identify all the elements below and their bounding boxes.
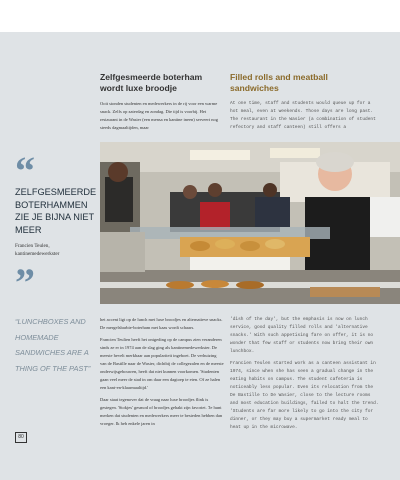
canteen-photo [100,142,400,304]
snack-tray-1 [166,281,194,289]
article-title-dutch: Zelfgesmeerde boterham wordt luxe broodje [100,72,203,93]
pull-quote-dutch: ZELFGESMEERDE BOTERHAMMEN ZIE JE BIJNA NIET MEER [15,187,97,235]
ceiling-light-2 [270,148,320,158]
bread-roll-4 [265,239,285,249]
page-number: 80 [15,432,27,443]
intro-dutch-paragraph: Ooit stonden studenten en medewerkers in de rij voor een warme snack. Zelfs op zaterdag en zondag. Die tijd is voorbij. Het restaurant in de Wasier (een mensa en kantine ineen) serveert nog steeds dagmaaltijden, maar [100,101,219,130]
body-dutch [100,316,224,432]
intro-english [230,100,380,132]
customer-red-shirt [200,202,230,230]
ceiling-light-1 [190,150,250,160]
left-shelf [100,232,145,272]
customer-head-1 [183,185,197,199]
body-english-paragraph: Francien Teulen started work as a canteen assistant in 1974, since when she has seen a gradual change in the eating habits on campus. The student cafeteria is noticeably less popular. Even its relocation from the De Bastille to De Wasier, close to the lecture rooms and most education buildings, failed to halt the trend. 'Students are far more likely to go into the city for dinner, or they may buy a supermarket ready meal to heat up in the microwave. [230,361,379,430]
quote-attribution [15,243,97,258]
bread-roll-2 [215,239,235,249]
article-title-english: Filled rolls and meatball sandwiches [230,72,328,93]
body-english [230,316,380,436]
bread-roll-3 [240,241,260,251]
author-role: kantinemedewerkster [15,250,60,257]
server-woman-left-head [108,162,128,182]
intro-dutch [100,100,224,132]
snack-tray-3 [236,281,264,289]
body-dutch-paragraph: het accent ligt op de lunch met luxe broodjes en alternatieve snacks. De mergelsbarbie-boterham met kaas wordt schaars. [100,317,223,330]
customer-head-3 [263,183,277,197]
customer-right [255,197,290,227]
top-margin [0,0,400,32]
bread-roll-1 [190,241,210,251]
author-name: Francien Teulen, [15,243,50,249]
body-dutch-paragraph: Daar staat tegenover dat de vraag naar luxe broodjes flink is gestegen. 'Stokjes' gesmod of broodjes gehakt zijn favoriet. 'Je hunt merken dat studenten en medewerkers meer te besteden hebben dan vroeger. Ik heb enkele jaren in [100,397,223,426]
body-dutch-paragraph: Francien Teulien heeft het ontgeding op de campus zien veranderen sinds ze er in 1974 aan de slag ging als kantinemedewerkster. De meeste hevelt merkbaar aan populariteit ingeboet. De verhuizing van de Bastille naar de Wasier, dichtbij de collegezalen en de meeste onderwijsgebouwen, heeft dat niet kunnen voorkomen. 'Studenten gaan veel meer de stad in om daar een dagtoep te eten. Of ze halen een kant-en-klaarmaaltijd.' [100,337,224,390]
close-quote-mark: ” [15,260,35,305]
server-main-hair [316,152,354,172]
pull-quote-english: “LUNCHBOXES AND HOMEMADE SANDWICHES ARE A THING OF THE PAST” [15,317,91,373]
server-woman-left-body [105,177,133,222]
sandwich-tray [310,287,380,297]
bowls-row [190,257,290,271]
open-quote-mark: “ [15,148,35,193]
snack-tray-2 [201,280,229,288]
customer-head-2 [208,183,222,197]
intro-english-paragraph: At one time, staff and students would queue up for a hot meal, even at weekends. Those days are long past. The restaurant in the Wasier (a combination of student refectory and staff canteen) still offers a [230,101,376,130]
body-english-paragraph: 'dish of the day', but the emphasis is now on lunch service, good quality filled rolls and 'alternative snacks.' With such appetising fare on offer, it is no wonder that few staff or students now bring their own lunchbox. [230,317,374,354]
right-customer [370,197,400,237]
